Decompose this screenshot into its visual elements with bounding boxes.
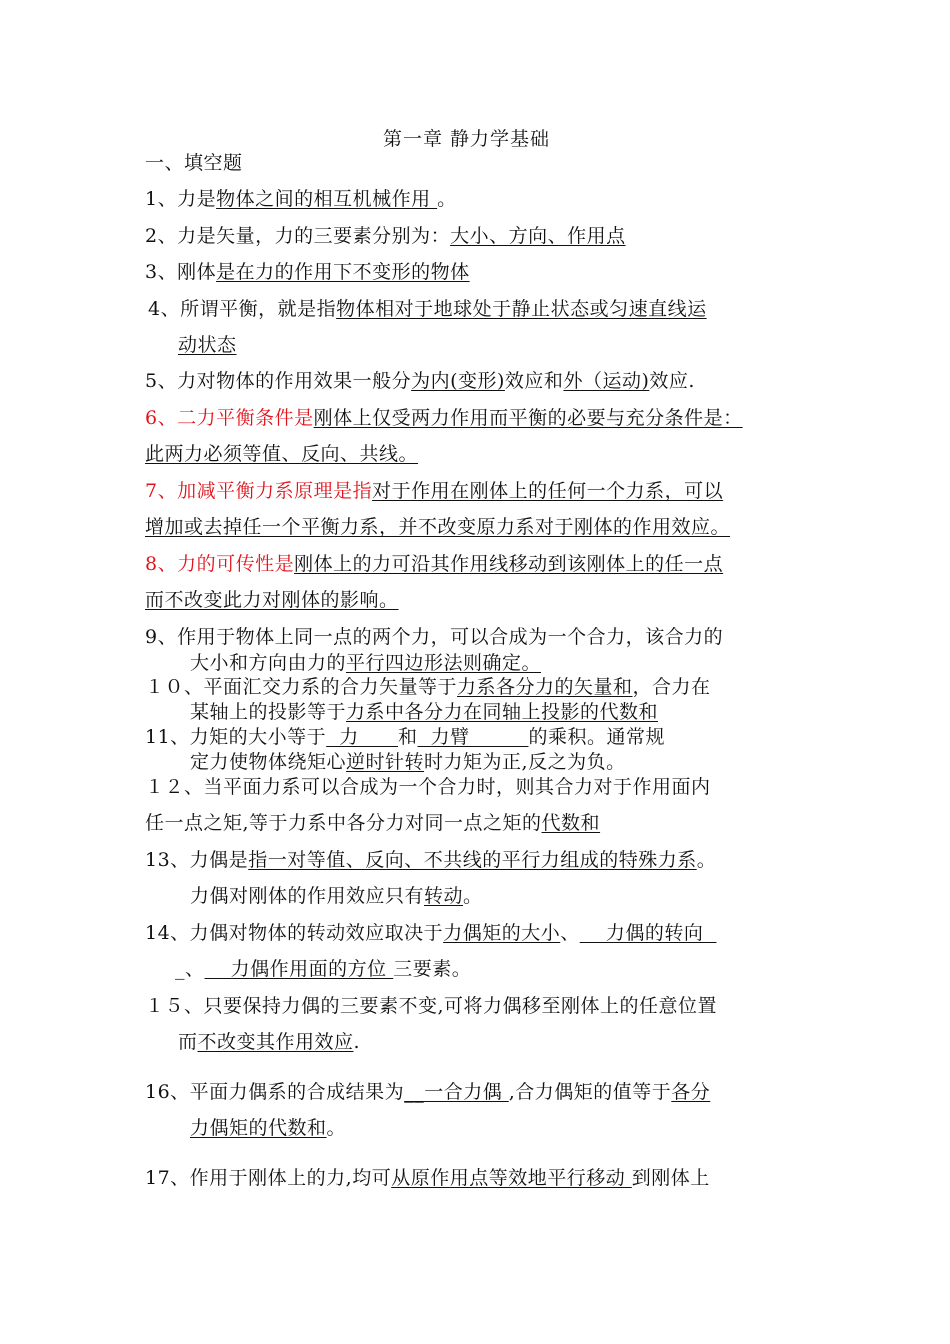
question-16: 16、平面力偶系的合成结果为__一合力偶 ,合力偶矩的值等于各分: [145, 1081, 711, 1103]
question-12-cont: 任一点之矩,等于力系中各分力对同一点之矩的代数和: [145, 812, 601, 834]
answer-5b: 外（运动): [563, 370, 650, 392]
answer-5a: 为内(变形): [411, 370, 505, 392]
question-8: 8、力的可传性是刚体上的力可沿其作用线移动到该刚体上的任一点: [145, 553, 724, 575]
question-9-cont: 大小和方向由力的平行四边形法则确定。: [190, 652, 542, 674]
answer-14b: 力偶的转向: [579, 922, 717, 944]
question-14: 14、力偶对物体的转动效应取决于力偶矩的大小、 力偶的转向: [145, 922, 717, 944]
answer-13a: 指一对等值、反向、不共线的平行力组成的特殊力系: [248, 849, 697, 871]
question-10-cont: 某轴上的投影等于力系中各分力在同轴上投影的代数和: [190, 701, 659, 723]
chapter-title: 第一章 静力学基础: [383, 128, 551, 150]
answer-13b: 转动: [424, 885, 464, 907]
question-13: 13、力偶是指一对等值、反向、不共线的平行力组成的特殊力系。: [145, 849, 717, 871]
answer-3: 是在力的作用下不变形的物体: [216, 261, 470, 283]
answer-15: 不改变其作用效应: [197, 1031, 354, 1053]
question-15-cont: 而不改变其作用效应.: [178, 1031, 361, 1053]
question-7: 7、加减平衡力系原理是指对于作用在刚体上的任何一个力系，可以: [145, 480, 724, 502]
question-1: 1、力是物体之间的相互机械作用 。: [145, 188, 457, 210]
question-10: １０、平面汇交力系的合力矢量等于力系各分力的矢量和，合力在: [145, 676, 711, 698]
question-14-cont: _、 力偶作用面的方位 三要素。: [175, 958, 472, 980]
question-7-cont: 增加或去掉任一个平衡力系，并不改变原力系对于刚体的作用效应。: [145, 516, 731, 538]
question-3: 3、刚体是在力的作用下不变形的物体: [145, 261, 470, 283]
question-6-cont: 此两力必须等值、反向、共线。: [145, 443, 419, 465]
question-17: 17、作用于刚体上的力,均可从原作用点等效地平行移动 到刚体上: [145, 1167, 710, 1189]
answer-10b: 力系中各分力在同轴上投影的代数和: [346, 701, 659, 723]
answer-11a: 力: [326, 726, 399, 748]
answer-2: 大小、方向、作用点: [450, 225, 626, 247]
answer-16a: __一合力偶: [404, 1081, 509, 1103]
answer-7: 对于作用在刚体上的任何一个力系，可以: [372, 480, 724, 502]
section-heading: 一、填空题: [145, 152, 243, 174]
question-6: 6、二力平衡条件是刚体上仅受两力作用而平衡的必要与充分条件是：: [145, 407, 743, 429]
answer-16b: 各分: [671, 1081, 711, 1103]
answer-1: 物体之间的相互机械作用: [216, 188, 438, 210]
answer-6: 刚体上仅受两力作用而平衡的必要与充分条件是：: [313, 407, 743, 429]
answer-12: 代数和: [541, 812, 601, 834]
question-11: 11、力矩的大小等于 力 和 力臂 的乘积。通常规: [145, 726, 665, 748]
question-4-cont: 动状态: [178, 334, 237, 356]
answer-11c: 逆时针转: [346, 751, 425, 773]
answer-17: 从原作用点等效地平行移动: [391, 1167, 632, 1189]
question-12: １２、当平面力系可以合成为一个合力时，则其合力对于作用面内: [145, 776, 711, 798]
answer-14c: 力偶作用面的方位: [204, 958, 394, 980]
answer-4: 物体相对于地球处于静止状态或匀速直线运: [336, 298, 707, 320]
question-8-cont: 而不改变此力对刚体的影响。: [145, 589, 399, 611]
question-16-cont: 力偶矩的代数和。: [190, 1117, 347, 1139]
question-11-cont: 定力使物体绕矩心逆时针转时力矩为正,反之为负。: [190, 751, 626, 773]
question-9: 9、作用于物体上同一点的两个力，可以合成为一个合力，该合力的: [145, 626, 724, 648]
answer-10a: 力系各分力的矢量和: [457, 676, 633, 698]
answer-8: 刚体上的力可沿其作用线移动到该刚体上的任一点: [294, 553, 724, 575]
answer-9: 平行四边形法则确定。: [346, 652, 542, 674]
question-15: １５、只要保持力偶的三要素不变,可将力偶移至刚体上的任意位置: [145, 995, 718, 1017]
question-13-cont: 力偶对刚体的作用效应只有转动。: [190, 885, 483, 907]
question-4: 4、所谓平衡，就是指物体相对于地球处于静止状态或匀速直线运: [148, 298, 707, 320]
answer-11b: 力臂: [417, 726, 529, 748]
answer-14a: 力偶矩的大小: [443, 922, 561, 944]
question-5: 5、力对物体的作用效果一般分为内(变形)效应和外（运动)效应.: [145, 370, 695, 392]
question-2: 2、力是矢量，力的三要素分别为：大小、方向、作用点: [145, 225, 626, 247]
